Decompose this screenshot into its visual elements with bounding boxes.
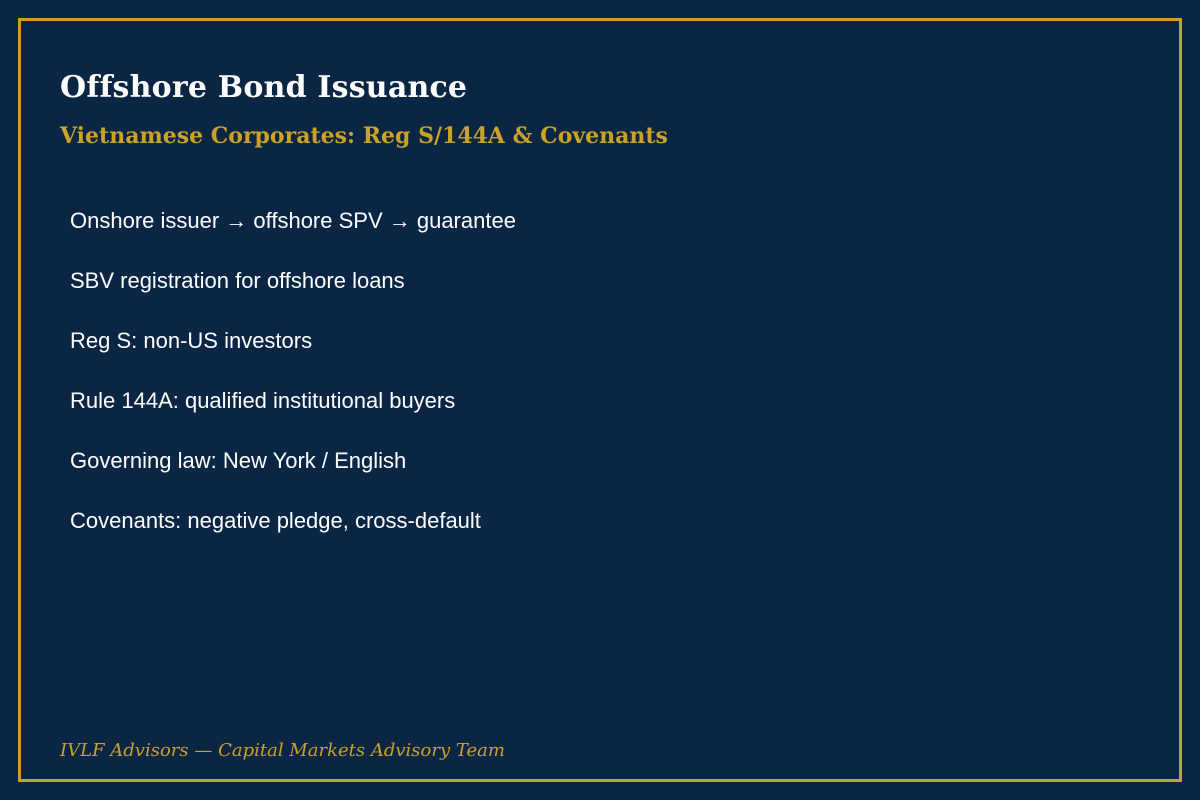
bullet-item: Reg S: non-US investors	[70, 328, 313, 353]
bullet-item: Governing law: New York / English	[70, 448, 407, 473]
slide-subtitle: Vietnamese Corporates: Reg S/144A & Covenants	[60, 123, 668, 149]
bullet-item: Rule 144A: qualified institutional buyers	[70, 388, 456, 413]
bullet-list	[70, 206, 516, 566]
bullet-item: Covenants: negative pledge, cross-default	[70, 508, 481, 533]
slide-title: Offshore Bond Issuance	[60, 70, 468, 105]
slide-footer: IVLF Advisors — Capital Markets Advisory Team	[60, 740, 505, 761]
bullet-item: Onshore issuer → offshore SPV → guarantee	[70, 208, 516, 233]
bullet-item: SBV registration for offshore loans	[70, 268, 405, 293]
